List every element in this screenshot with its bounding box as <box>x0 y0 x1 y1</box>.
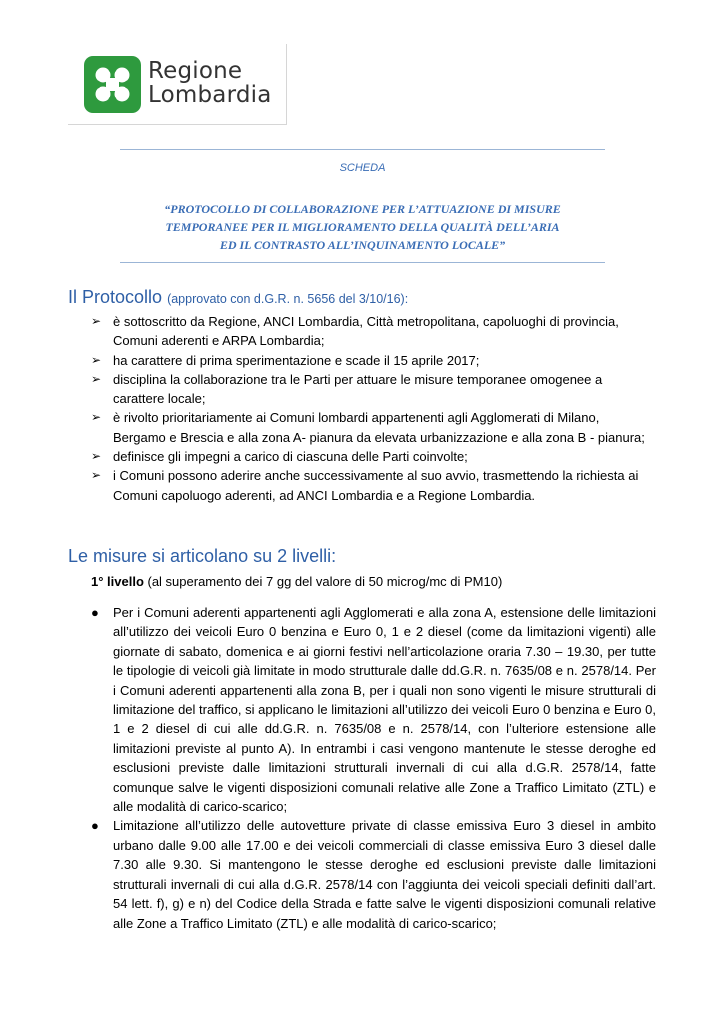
logo-text <box>148 59 272 107</box>
title-line: ED IL CONTRASTO ALL’INQUINAMENTO LOCALE” <box>219 238 506 252</box>
arrow-bullet-icon: ➢ <box>91 410 102 425</box>
protocol-list <box>91 312 651 505</box>
list-item-text: disciplina la collaborazione tra le Parti per attuare le misure temporanee omogenee a carattere locale; <box>113 371 603 407</box>
logo-line-2: Lombardia <box>148 82 272 108</box>
top-divider <box>120 149 605 150</box>
list-item-text: Limitazione all’utilizzo delle autovetture private di classe emissiva Euro 3 diesel in ambito urbano dalle 9.00 alle 17.00 e dei veicoli commerciali di classe emissiva Euro 3 diesel dalle 7.30 alle 9.30. Si mantengono le stesse deroghe ed esclusioni previste dalle limitazioni strutturali invernali di cui alla d.G.R. 2578/14 con l’aggiunta dei veicoli speciali definiti dall’art. 54 lett. f), g) e n) del Codice della Strada e fatte salve le vigenti disposizioni comunali relative alle Zone a Traffico Limitato (ZTL) e alle modalità di carico-scarico; <box>113 818 656 931</box>
arrow-bullet-icon: ➢ <box>91 352 102 367</box>
section-heading-protocollo <box>68 287 408 308</box>
level-text: (al superamento dei 7 gg del valore di 50 microg/mc di PM10) <box>143 574 503 589</box>
list-item <box>91 466 651 505</box>
list-item <box>91 603 656 816</box>
arrow-bullet-icon: ➢ <box>91 314 102 328</box>
bullet-dot-icon: ● <box>91 605 99 620</box>
arrow-bullet-icon: ➢ <box>91 371 102 386</box>
measures-list <box>91 603 656 933</box>
logo-line-1: Regione <box>148 58 243 84</box>
level-label: 1° livello <box>91 574 144 589</box>
list-item <box>91 351 651 370</box>
heading-subtext: (approvato con d.G.R. n. 5656 del 3/10/16): <box>167 292 409 306</box>
bottom-divider <box>120 262 605 263</box>
list-item <box>91 447 651 466</box>
list-item-text: è rivolto prioritariamente ai Comuni lombardi appartenenti agli Agglomerati di Milano, Bergamo e Brescia e alla zona A- pianura da elevata urbanizzazione e alla zona B - pianura; <box>113 410 645 445</box>
arrow-bullet-icon: ➢ <box>91 468 102 483</box>
list-item-text: Per i Comuni aderenti appartenenti agli Agglomerati e alla zona A, estensione delle limitazioni all’utilizzo dei veicoli Euro 0 benzina e Euro 0, 1 e 2 diesel (come da limitazioni vigenti) alle giornate di sabato, domenica e ai giorni festivi nell’articolazione oraria 7.30 – 19.30, per tutte le tipologie di veicoli già limitate in modo strutturale dalle dd.G.R. n. 7635/08 e n. 2578/14. Per i Comuni aderenti appartenenti alla zona B, per i quali non sono vigenti le misure strutturali di limitazione del traffico, si applicano le limitazioni all’utilizzo dei veicoli Euro 0 benzina e Euro 0, 1 e 2 diesel di cui alle dd.G.R. n. 7635/08 e n. 2578/14, con l’ulteriore estensione alle limitazioni previste al punto A). In entrambi i casi vengono mantenute le stesse deroghe ed esclusioni previste dalle limitazioni strutturali invernali di cui alla d.G.R. 2578/14, fatte comunque salve le vigenti disposizioni comunali relative alle Zone a Traffico Limitato (ZTL) e alle modalità di carico-scarico; <box>113 605 656 815</box>
list-item <box>91 816 656 932</box>
title-line: TEMPORANEE PER IL MIGLIORAMENTO DELLA QUALITÀ DELL’ARIA <box>165 220 560 234</box>
protocol-title <box>110 200 615 254</box>
bullet-dot-icon: ● <box>91 818 99 834</box>
section-heading-misure: Le misure si articolano su 2 livelli: <box>68 546 337 566</box>
logo <box>68 44 287 125</box>
list-item <box>91 408 651 447</box>
list-item-text: ha carattere di prima sperimentazione e scade il 15 aprile 2017; <box>113 352 480 368</box>
list-item-text: i Comuni possono aderire anche successivamente al suo avvio, trasmettendo la richiesta ai Comuni capoluogo aderenti, ad ANCI Lombardia e a Regione Lombardia. <box>113 468 639 503</box>
list-item <box>91 312 651 351</box>
scheda-label: SCHEDA <box>339 162 386 174</box>
list-item-text: è sottoscritto da Regione, ANCI Lombardia, Città metropolitana, capoluoghi di provincia, Comuni aderenti e ARPA Lombardia; <box>113 314 619 349</box>
list-item <box>91 370 651 409</box>
regione-lombardia-logo-icon <box>84 56 141 113</box>
level-1-line <box>91 574 502 589</box>
title-line: “PROTOCOLLO DI COLLABORAZIONE PER L’ATTUAZIONE DI MISURE <box>164 202 561 216</box>
arrow-bullet-icon: ➢ <box>91 449 102 464</box>
list-item-text: definisce gli impegni a carico di ciascuna delle Parti coinvolte; <box>113 449 468 465</box>
heading-text: Il Protocollo <box>68 287 163 307</box>
